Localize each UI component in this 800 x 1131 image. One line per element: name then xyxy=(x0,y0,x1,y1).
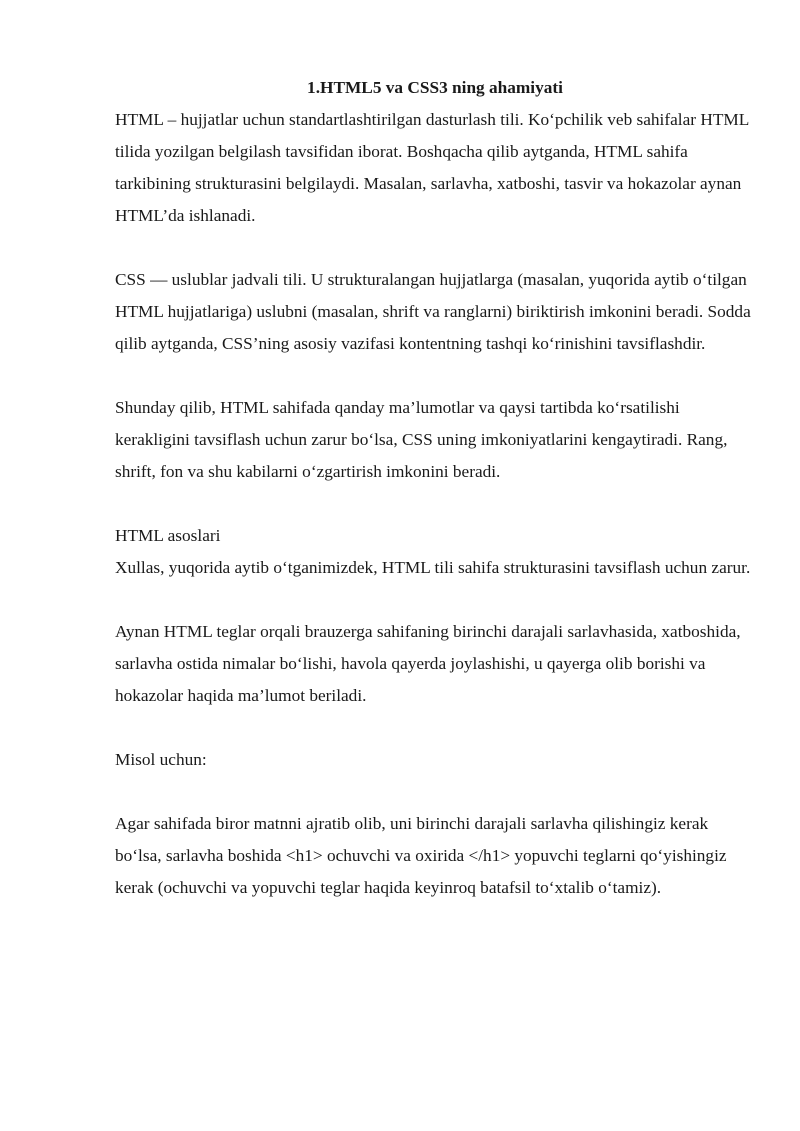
paragraph-example-label: Misol uchun: xyxy=(115,750,207,769)
paragraph-html-structure: Xullas, yuqorida aytib o‘tganimizdek, HTML tili sahifa strukturasini tavsiflash uchun zarur. xyxy=(115,558,751,577)
paragraph-html-definition: HTML – hujjatlar uchun standartlashtirilgan dasturlash tili. Ko‘pchilik veb sahifalar HTML tilida yozilgan belgilash tavsifidan iborat. Boshqacha qilib aytganda, HTML sahifa tarkibining strukturasini belgilaydi. Masalan, sarlavha, xatboshi, tasvir va hokazolar aynan HTML’da ishlanadi. xyxy=(115,110,749,225)
document-body xyxy=(115,72,755,904)
paragraph-h1-example: Agar sahifada biror matnni ajratib olib, uni birinchi darajali sarlavha qilishingiz kerak bo‘lsa, sarlavha boshida <h1> ochuvchi va oxirida </h1> yopuvchi teglarni qo‘yishingiz kerak (ochuvchi va yopuvchi teglar haqida keyinroq batafsil to‘xtalib o‘tamiz). xyxy=(115,814,727,897)
paragraph-gap xyxy=(115,584,755,616)
section-heading-html-basics: HTML asoslari xyxy=(115,526,221,545)
document-title: 1.HTML5 va CSS3 ning ahamiyati xyxy=(307,78,563,97)
paragraph-summary: Shunday qilib, HTML sahifada qanday ma’lumotlar va qaysi tartibda ko‘rsatilishi kerakligini tavsiflash uchun zarur bo‘lsa, CSS uning imkoniyatlarini kengaytiradi. Rang, shrift, fon va shu kabilarni o‘zgartirish imkonini beradi. xyxy=(115,398,728,481)
paragraph-gap xyxy=(115,360,755,392)
paragraph-gap xyxy=(115,776,755,808)
paragraph-html-tags: Aynan HTML teglar orqali brauzerga sahifaning birinchi darajali sarlavhasida, xatboshida, sarlavha ostida nimalar bo‘lishi, havola qayerda joylashishi, u qayerga olib borishi va hokazolar haqida ma’lumot beriladi. xyxy=(115,622,741,705)
paragraph-gap xyxy=(115,488,755,520)
paragraph-css-definition: CSS — uslublar jadvali tili. U strukturalangan hujjatlarga (masalan, yuqorida aytib o‘tilgan HTML hujjatlariga) uslubni (masalan, shrift va ranglarni) biriktirish imkonini beradi. Sodda qilib aytganda, CSS’ning asosiy vazifasi kontentning tashqi ko‘rinishini tavsiflashdir. xyxy=(115,270,751,353)
paragraph-gap xyxy=(115,712,755,744)
paragraph-gap xyxy=(115,232,755,264)
